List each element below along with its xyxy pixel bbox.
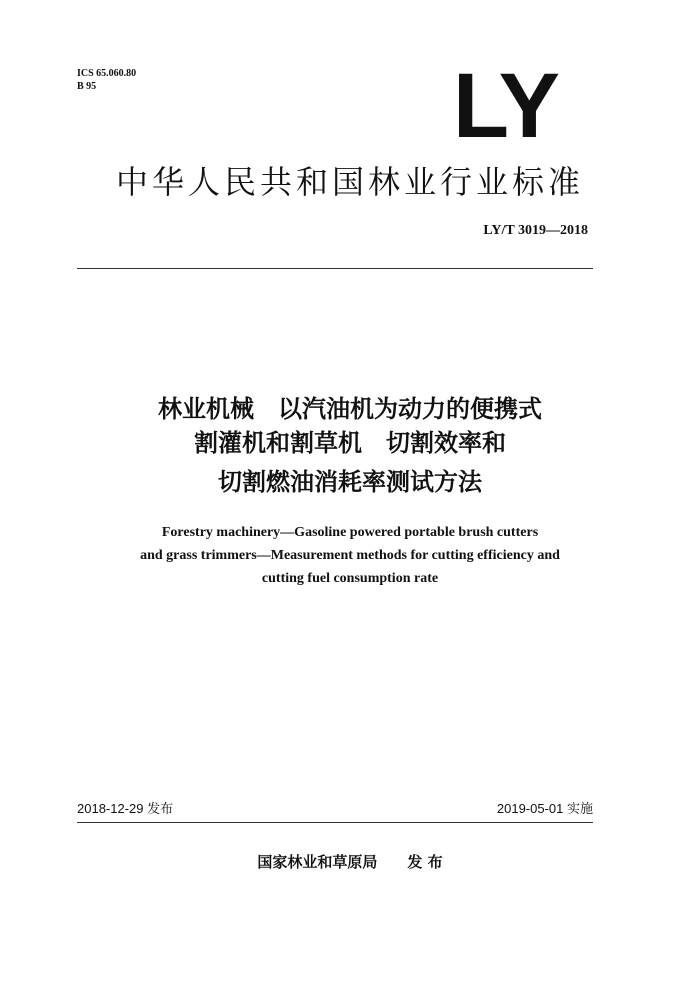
ics-code: ICS 65.060.80 — [77, 68, 137, 79]
issue-date: 2018-12-29 发布 — [77, 801, 174, 816]
header-divider — [77, 268, 593, 269]
national-standard-title: 中华人民共和国林业行业标准 — [115, 163, 584, 201]
english-title-line-1: Forestry machinery—Gasoline powered portable brush cutters — [161, 525, 539, 540]
implementation-date: 2019-05-01 实施 — [496, 801, 593, 816]
issuing-authority: 国家林业和草原局 发 布 — [257, 853, 443, 871]
footer-divider — [77, 822, 593, 823]
chinese-title-line-3: 切割燃油消耗率测试方法 — [218, 468, 482, 496]
chinese-title-line-1: 林业机械 以汽油机为动力的便携式 — [158, 395, 542, 423]
standard-number: LY/T 3019—2018 — [483, 223, 588, 238]
industry-standard-mark: LY — [452, 55, 558, 157]
english-title-line-2: and grass trimmers—Measurement methods for cutting efficiency and — [140, 548, 560, 563]
chinese-title-line-2: 割灌机和割草机 切割效率和 — [194, 429, 506, 457]
english-title-line-3: cutting fuel consumption rate — [261, 571, 439, 586]
ccs-code: B 95 — [77, 81, 97, 92]
